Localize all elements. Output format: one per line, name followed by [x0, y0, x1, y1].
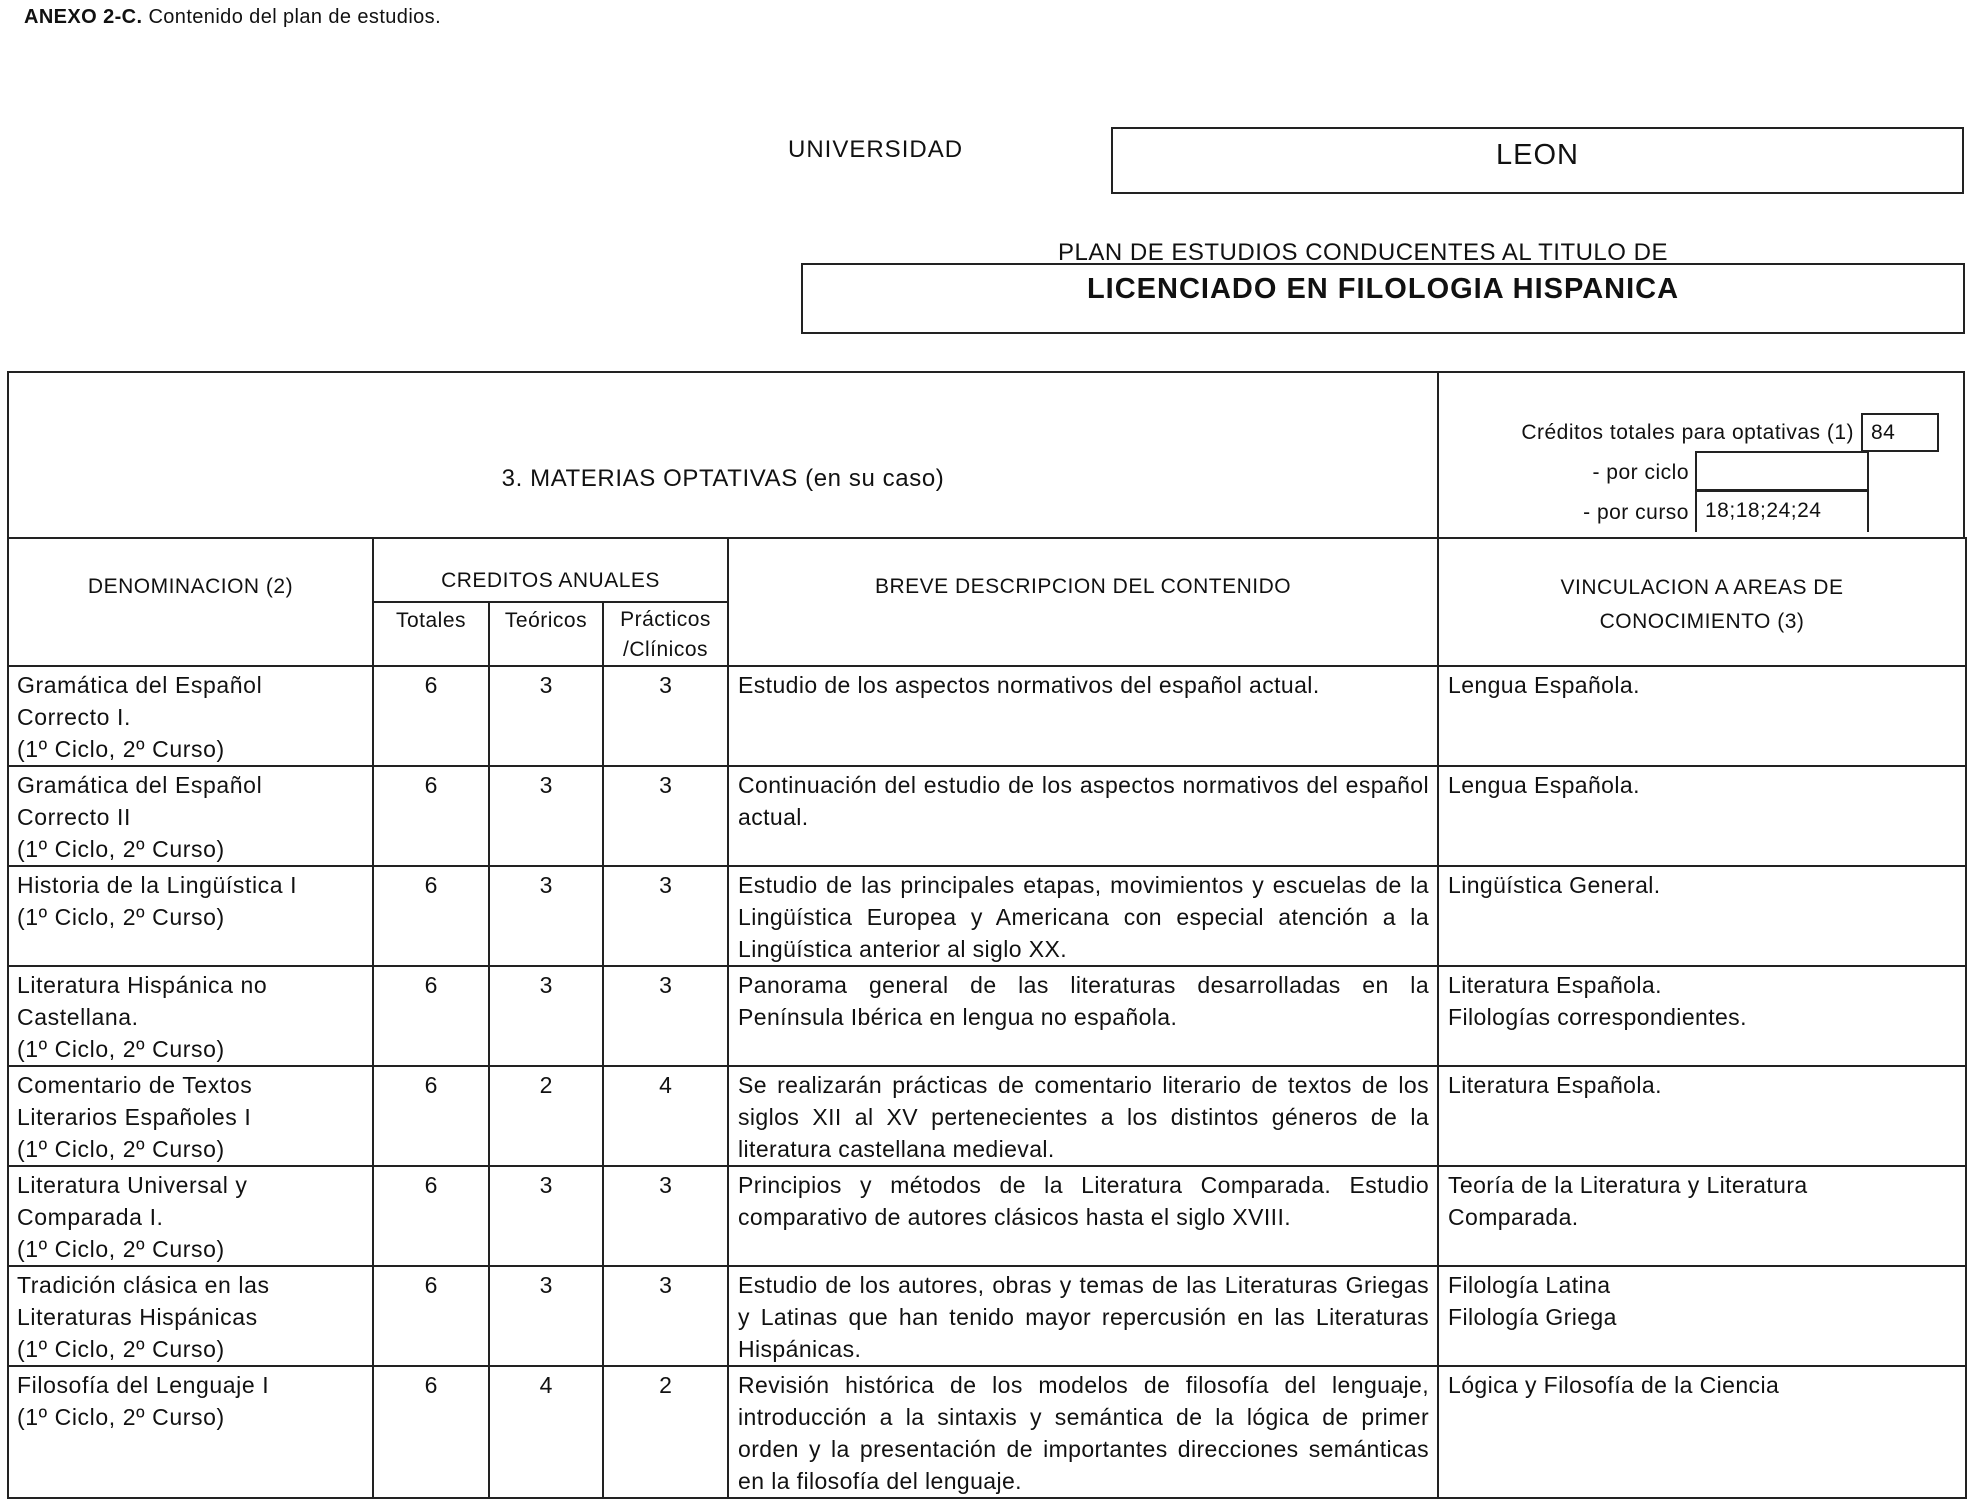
course-name-line: Comentario de Textos — [17, 1072, 253, 1098]
knowledge-areas — [1438, 766, 1966, 866]
knowledge-areas — [1438, 666, 1966, 766]
course-name-line: Gramática del Español — [17, 772, 263, 798]
col-header-vinculacion-line1: VINCULACION A AREAS DE — [1560, 576, 1844, 599]
table-row — [8, 1066, 1966, 1166]
annex-text: Contenido del plan de estudios. — [148, 6, 442, 28]
course-name-line: (1º Ciclo, 2º Curso) — [17, 1404, 225, 1430]
course-description: Revisión histórica de los modelos de filosofía del lenguaje, introducción a la sintaxis y semántica de la lógica de primer orden y la presentación de importantes direcciones semánticas en la filosofía del lenguaje. — [728, 1366, 1438, 1498]
section-header — [7, 371, 1965, 538]
credits-practicos: 3 — [603, 966, 728, 1066]
credits-totales: 6 — [373, 666, 489, 766]
credits-teoricos: 3 — [489, 966, 603, 1066]
credits-teoricos: 2 — [489, 1066, 603, 1166]
col-header-practicos-line2: /Clínicos — [622, 638, 709, 661]
per-course-value: 18;18;24;24 — [1695, 490, 1869, 532]
course-name — [8, 1266, 373, 1366]
col-header-practicos-line1: Prácticos — [620, 608, 711, 631]
credits-teoricos: 3 — [489, 866, 603, 966]
credits-totales: 6 — [373, 766, 489, 866]
col-header-descripcion: BREVE DESCRIPCION DEL CONTENIDO — [728, 538, 1438, 666]
course-name-line: Filosofía del Lenguaje I — [17, 1372, 270, 1398]
course-name-line: (1º Ciclo, 2º Curso) — [17, 836, 225, 862]
knowledge-areas — [1438, 1166, 1966, 1266]
university-value: LEON — [1496, 139, 1579, 171]
course-name-line: (1º Ciclo, 2º Curso) — [17, 1136, 225, 1162]
course-name — [8, 866, 373, 966]
knowledge-area: Filologías correspondientes. — [1448, 1004, 1747, 1030]
col-header-vinculacion-line2: CONOCIMIENTO (3) — [1599, 610, 1805, 633]
course-name-line: Literarios Españoles I — [17, 1104, 252, 1130]
credits-teoricos: 3 — [489, 1166, 603, 1266]
credits-teoricos: 3 — [489, 666, 603, 766]
credits-practicos: 4 — [603, 1066, 728, 1166]
credits-total-label: Créditos totales para optativas (1) — [1521, 421, 1854, 444]
knowledge-areas — [1438, 866, 1966, 966]
course-description: Estudio de los autores, obras y temas de las Literaturas Griegas y Latinas que han tenido mayor repercusión en las Literaturas Hispánicas. — [728, 1266, 1438, 1366]
course-name-line: Gramática del Español — [17, 672, 263, 698]
credits-totales: 6 — [373, 1366, 489, 1498]
credits-total-value: 84 — [1861, 413, 1939, 452]
credits-totales: 6 — [373, 1066, 489, 1166]
course-name-line: Castellana. — [17, 1004, 139, 1030]
course-name-line: (1º Ciclo, 2º Curso) — [17, 1336, 225, 1362]
knowledge-area: Lingüística General. — [1448, 872, 1661, 898]
per-course-label: - por curso — [1583, 501, 1689, 524]
knowledge-areas — [1438, 1366, 1966, 1498]
credits-teoricos: 4 — [489, 1366, 603, 1498]
course-description: Continuación del estudio de los aspectos normativos del español actual. — [728, 766, 1438, 866]
credits-practicos: 2 — [603, 1366, 728, 1498]
credits-totales: 6 — [373, 1266, 489, 1366]
course-name-line: Literatura Hispánica no — [17, 972, 268, 998]
course-name — [8, 1366, 373, 1498]
plan-label: PLAN DE ESTUDIOS CONDUCENTES AL TITULO DE — [1058, 239, 1668, 266]
course-description: Estudio de los aspectos normativos del español actual. — [728, 666, 1438, 766]
course-name-line: Correcto I. — [17, 704, 131, 730]
course-name — [8, 666, 373, 766]
header-divider — [1437, 373, 1439, 538]
course-name-line: (1º Ciclo, 2º Curso) — [17, 1036, 225, 1062]
col-header-practicos — [603, 602, 728, 666]
credits-totales: 6 — [373, 866, 489, 966]
credits-practicos: 3 — [603, 766, 728, 866]
course-description: Estudio de las principales etapas, movimientos y escuelas de la Lingüística Europea y Americana con especial atención a la Lingüística anterior al siglo XX. — [728, 866, 1438, 966]
course-description: Principios y métodos de la Literatura Comparada. Estudio comparativo de autores clásicos hasta el siglo XVIII. — [728, 1166, 1438, 1266]
col-header-totales: Totales — [373, 602, 489, 666]
course-name-line: Historia de la Lingüística I — [17, 872, 298, 898]
credits-teoricos: 3 — [489, 1266, 603, 1366]
course-name-line: (1º Ciclo, 2º Curso) — [17, 904, 225, 930]
credits-practicos: 3 — [603, 1266, 728, 1366]
knowledge-area: Lengua Española. — [1448, 672, 1640, 698]
table-row — [8, 866, 1966, 966]
course-name — [8, 1166, 373, 1266]
credits-teoricos: 3 — [489, 766, 603, 866]
course-name — [8, 966, 373, 1066]
section-title: 3. MATERIAS OPTATIVAS (en su caso) — [501, 465, 945, 492]
knowledge-areas — [1438, 1066, 1966, 1166]
table-row — [8, 966, 1966, 1066]
table-row — [8, 1266, 1966, 1366]
credits-totales: 6 — [373, 1166, 489, 1266]
col-header-vinculacion — [1438, 538, 1966, 666]
knowledge-areas — [1438, 966, 1966, 1066]
university-box — [1111, 127, 1964, 194]
course-name-line: Correcto II — [17, 804, 131, 830]
knowledge-area: Lógica y Filosofía de la Ciencia — [1448, 1372, 1780, 1398]
col-header-denominacion: DENOMINACION (2) — [8, 538, 373, 666]
col-header-creditos: CREDITOS ANUALES — [373, 538, 728, 602]
knowledge-area: Literatura Española. — [1448, 972, 1662, 998]
knowledge-area: Comparada. — [1448, 1204, 1579, 1230]
col-header-teoricos: Teóricos — [489, 602, 603, 666]
per-cycle-label: - por ciclo — [1592, 461, 1689, 484]
course-name-line: Literaturas Hispánicas — [17, 1304, 258, 1330]
per-cycle-value — [1695, 451, 1869, 491]
credits-practicos: 3 — [603, 1166, 728, 1266]
credits-totales: 6 — [373, 966, 489, 1066]
credits-practicos: 3 — [603, 866, 728, 966]
knowledge-area: Filología Latina — [1448, 1272, 1611, 1298]
courses-table-body — [8, 666, 1966, 1498]
knowledge-area: Filología Griega — [1448, 1304, 1617, 1330]
university-label: UNIVERSIDAD — [788, 136, 964, 163]
course-name-line: (1º Ciclo, 2º Curso) — [17, 1236, 225, 1262]
knowledge-area: Literatura Española. — [1448, 1072, 1662, 1098]
course-name — [8, 766, 373, 866]
table-row — [8, 1166, 1966, 1266]
annex-label: ANEXO 2-C. — [24, 6, 143, 28]
course-name-line: Literatura Universal y — [17, 1172, 248, 1198]
annex-heading — [24, 6, 441, 29]
course-name-line: Comparada I. — [17, 1204, 164, 1230]
degree-title-box — [801, 263, 1965, 334]
knowledge-areas — [1438, 1266, 1966, 1366]
table-row — [8, 766, 1966, 866]
course-name-line: Tradición clásica en las — [17, 1272, 270, 1298]
course-description: Panorama general de las literaturas desarrolladas en la Península Ibérica en lengua no española. — [728, 966, 1438, 1066]
knowledge-area: Lengua Española. — [1448, 772, 1640, 798]
course-description: Se realizarán prácticas de comentario literario de textos de los siglos XII al XV pertenecientes a los distintos géneros de la literatura castellana medieval. — [728, 1066, 1438, 1166]
table-row — [8, 666, 1966, 766]
table-row — [8, 1366, 1966, 1498]
course-name-line: (1º Ciclo, 2º Curso) — [17, 736, 225, 762]
degree-title: LICENCIADO EN FILOLOGIA HISPANICA — [1086, 273, 1680, 305]
courses-table — [7, 537, 1967, 1499]
knowledge-area: Teoría de la Literatura y Literatura — [1448, 1172, 1808, 1198]
course-name — [8, 1066, 373, 1166]
credits-practicos: 3 — [603, 666, 728, 766]
